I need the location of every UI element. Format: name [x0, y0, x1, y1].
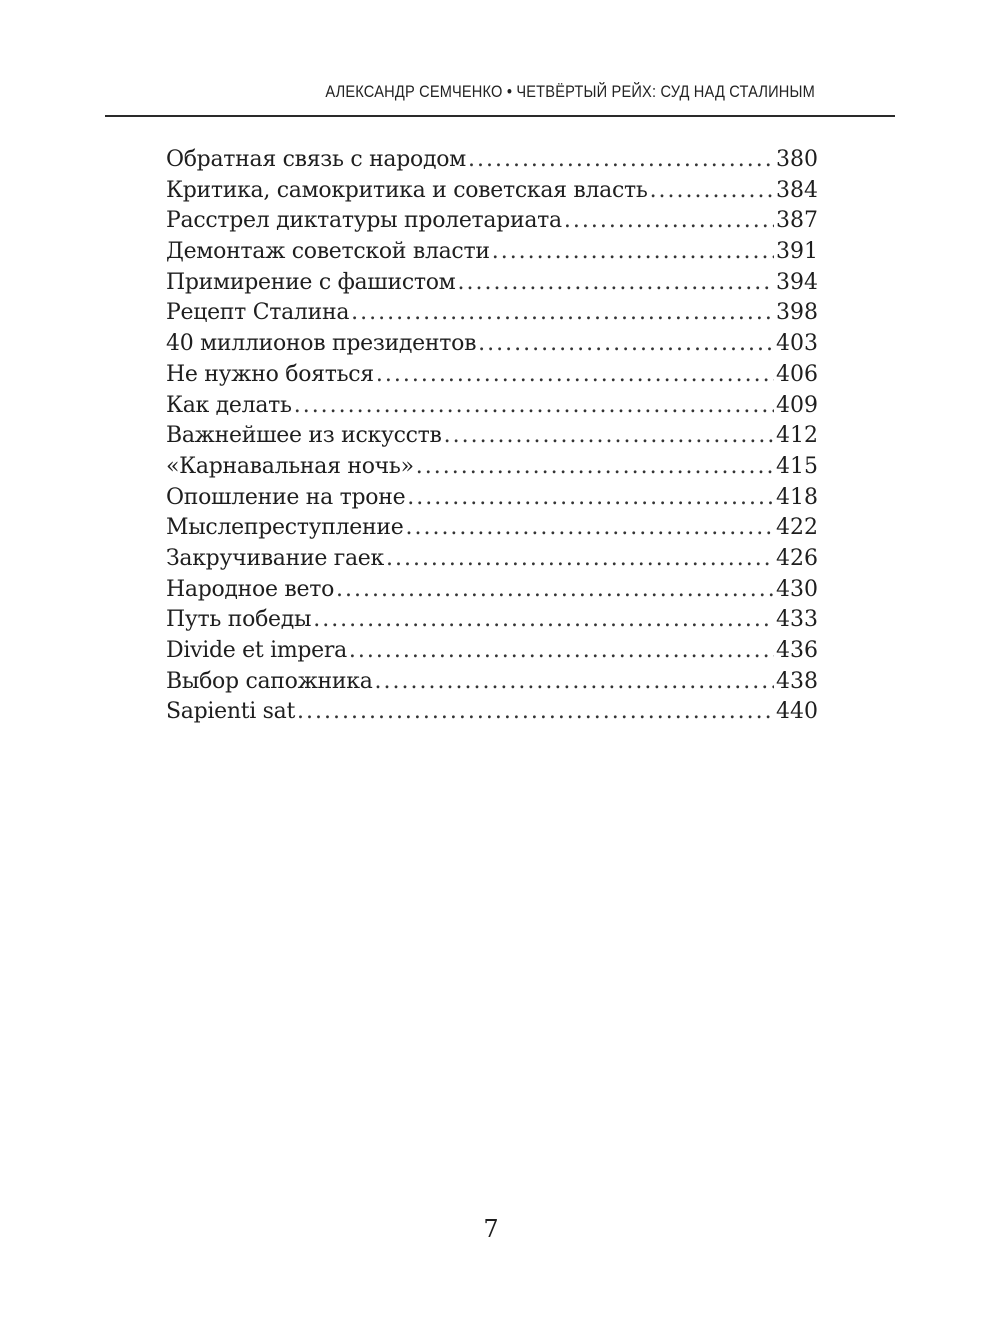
toc-entry[interactable] [166, 544, 818, 575]
toc-entry[interactable] [166, 605, 818, 636]
toc-entry[interactable] [166, 452, 818, 483]
toc-entry-title: Как делать [166, 392, 292, 418]
toc-entry[interactable] [166, 268, 818, 299]
dot-leader [313, 605, 774, 636]
page-number: 7 [483, 1215, 499, 1243]
toc-entry[interactable] [166, 145, 818, 176]
toc-entry-page: 412 [776, 423, 818, 449]
toc-entry-page: 433 [776, 607, 818, 633]
toc-entry-page: 406 [776, 361, 818, 387]
toc-entry[interactable] [166, 483, 818, 514]
toc-entry-title: Sapienti sat [166, 699, 296, 725]
toc-entry-page: 418 [776, 484, 818, 510]
toc-entry[interactable] [166, 237, 818, 268]
toc-entry[interactable] [166, 421, 818, 452]
toc-entry-title: «Карнавальная ночь» [166, 453, 414, 479]
toc-entry-page: 394 [776, 269, 818, 295]
toc-entry-page: 384 [776, 177, 818, 203]
dot-leader [650, 176, 774, 207]
toc-entry[interactable] [166, 575, 818, 606]
toc-entry-title: Важнейшее из искусств [166, 423, 442, 449]
running-header: АЛЕКСАНДР СЕМЧЕНКО • ЧЕТВЁРТЫЙ РЕЙХ: СУД НАД СТАЛИНЫМ [325, 82, 815, 101]
toc-entry-page: 391 [776, 239, 818, 265]
dot-leader [375, 667, 774, 698]
toc-entry-title: Мыслепреступление [166, 515, 404, 541]
toc-entry[interactable] [166, 360, 818, 391]
toc-entry-page: 438 [776, 668, 818, 694]
table-of-contents [166, 145, 818, 728]
toc-entry[interactable] [166, 513, 818, 544]
dot-leader [492, 237, 774, 268]
toc-entry-title: Путь победы [166, 607, 312, 633]
dot-leader [564, 206, 774, 237]
dot-leader [349, 636, 774, 667]
toc-entry-title: Примирение с фашистом [166, 269, 456, 295]
toc-entry[interactable] [166, 697, 818, 728]
toc-entry-page: 422 [776, 515, 818, 541]
dot-leader [336, 575, 774, 606]
toc-entry-page: 403 [776, 331, 818, 357]
dot-leader [444, 421, 774, 452]
toc-entry-title: Обратная связь с народом [166, 147, 466, 172]
toc-entry-title: Divide et impera [166, 638, 347, 663]
toc-entry-page: 409 [776, 392, 818, 418]
toc-entry-page: 436 [776, 638, 818, 663]
dot-leader [294, 391, 774, 422]
toc-entry-title: Выбор сапожника [166, 668, 373, 694]
toc-entry[interactable] [166, 667, 818, 698]
toc-entry-title: Опошление на троне [166, 484, 406, 510]
dot-leader [468, 145, 774, 176]
dot-leader [351, 298, 774, 329]
toc-entry-title: Демонтаж советской власти [166, 239, 490, 265]
toc-entry-page: 426 [776, 545, 818, 571]
dot-leader [407, 483, 774, 514]
dot-leader [386, 544, 774, 575]
dot-leader [457, 268, 774, 299]
toc-entry-page: 430 [776, 576, 818, 602]
toc-entry-title: Не нужно бояться [166, 361, 374, 387]
toc-entry[interactable] [166, 329, 818, 360]
toc-entry[interactable] [166, 206, 818, 237]
toc-entry-page: 440 [776, 699, 818, 725]
toc-entry-title: Расстрел диктатуры пролетариата [166, 208, 562, 234]
toc-entry-title: 40 миллионов президентов [166, 331, 477, 357]
dot-leader [405, 513, 774, 544]
toc-entry[interactable] [166, 391, 818, 422]
toc-entry-title: Критика, самокритика и советская власть [166, 177, 648, 203]
dot-leader [478, 329, 774, 360]
toc-entry-title: Народное вето [166, 576, 335, 602]
toc-entry-title: Закручивание гаек [166, 545, 384, 571]
toc-entry[interactable] [166, 298, 818, 329]
toc-entry[interactable] [166, 636, 818, 667]
toc-entry-page: 415 [776, 453, 818, 479]
dot-leader [376, 360, 774, 391]
toc-entry[interactable] [166, 176, 818, 207]
toc-entry-title: Рецепт Сталина [166, 300, 350, 326]
toc-entry-page: 387 [776, 208, 818, 234]
dot-leader [297, 697, 774, 728]
toc-entry-page: 398 [776, 300, 818, 326]
dot-leader [416, 452, 774, 483]
header-rule [105, 115, 895, 117]
toc-entry-page: 380 [776, 147, 818, 172]
